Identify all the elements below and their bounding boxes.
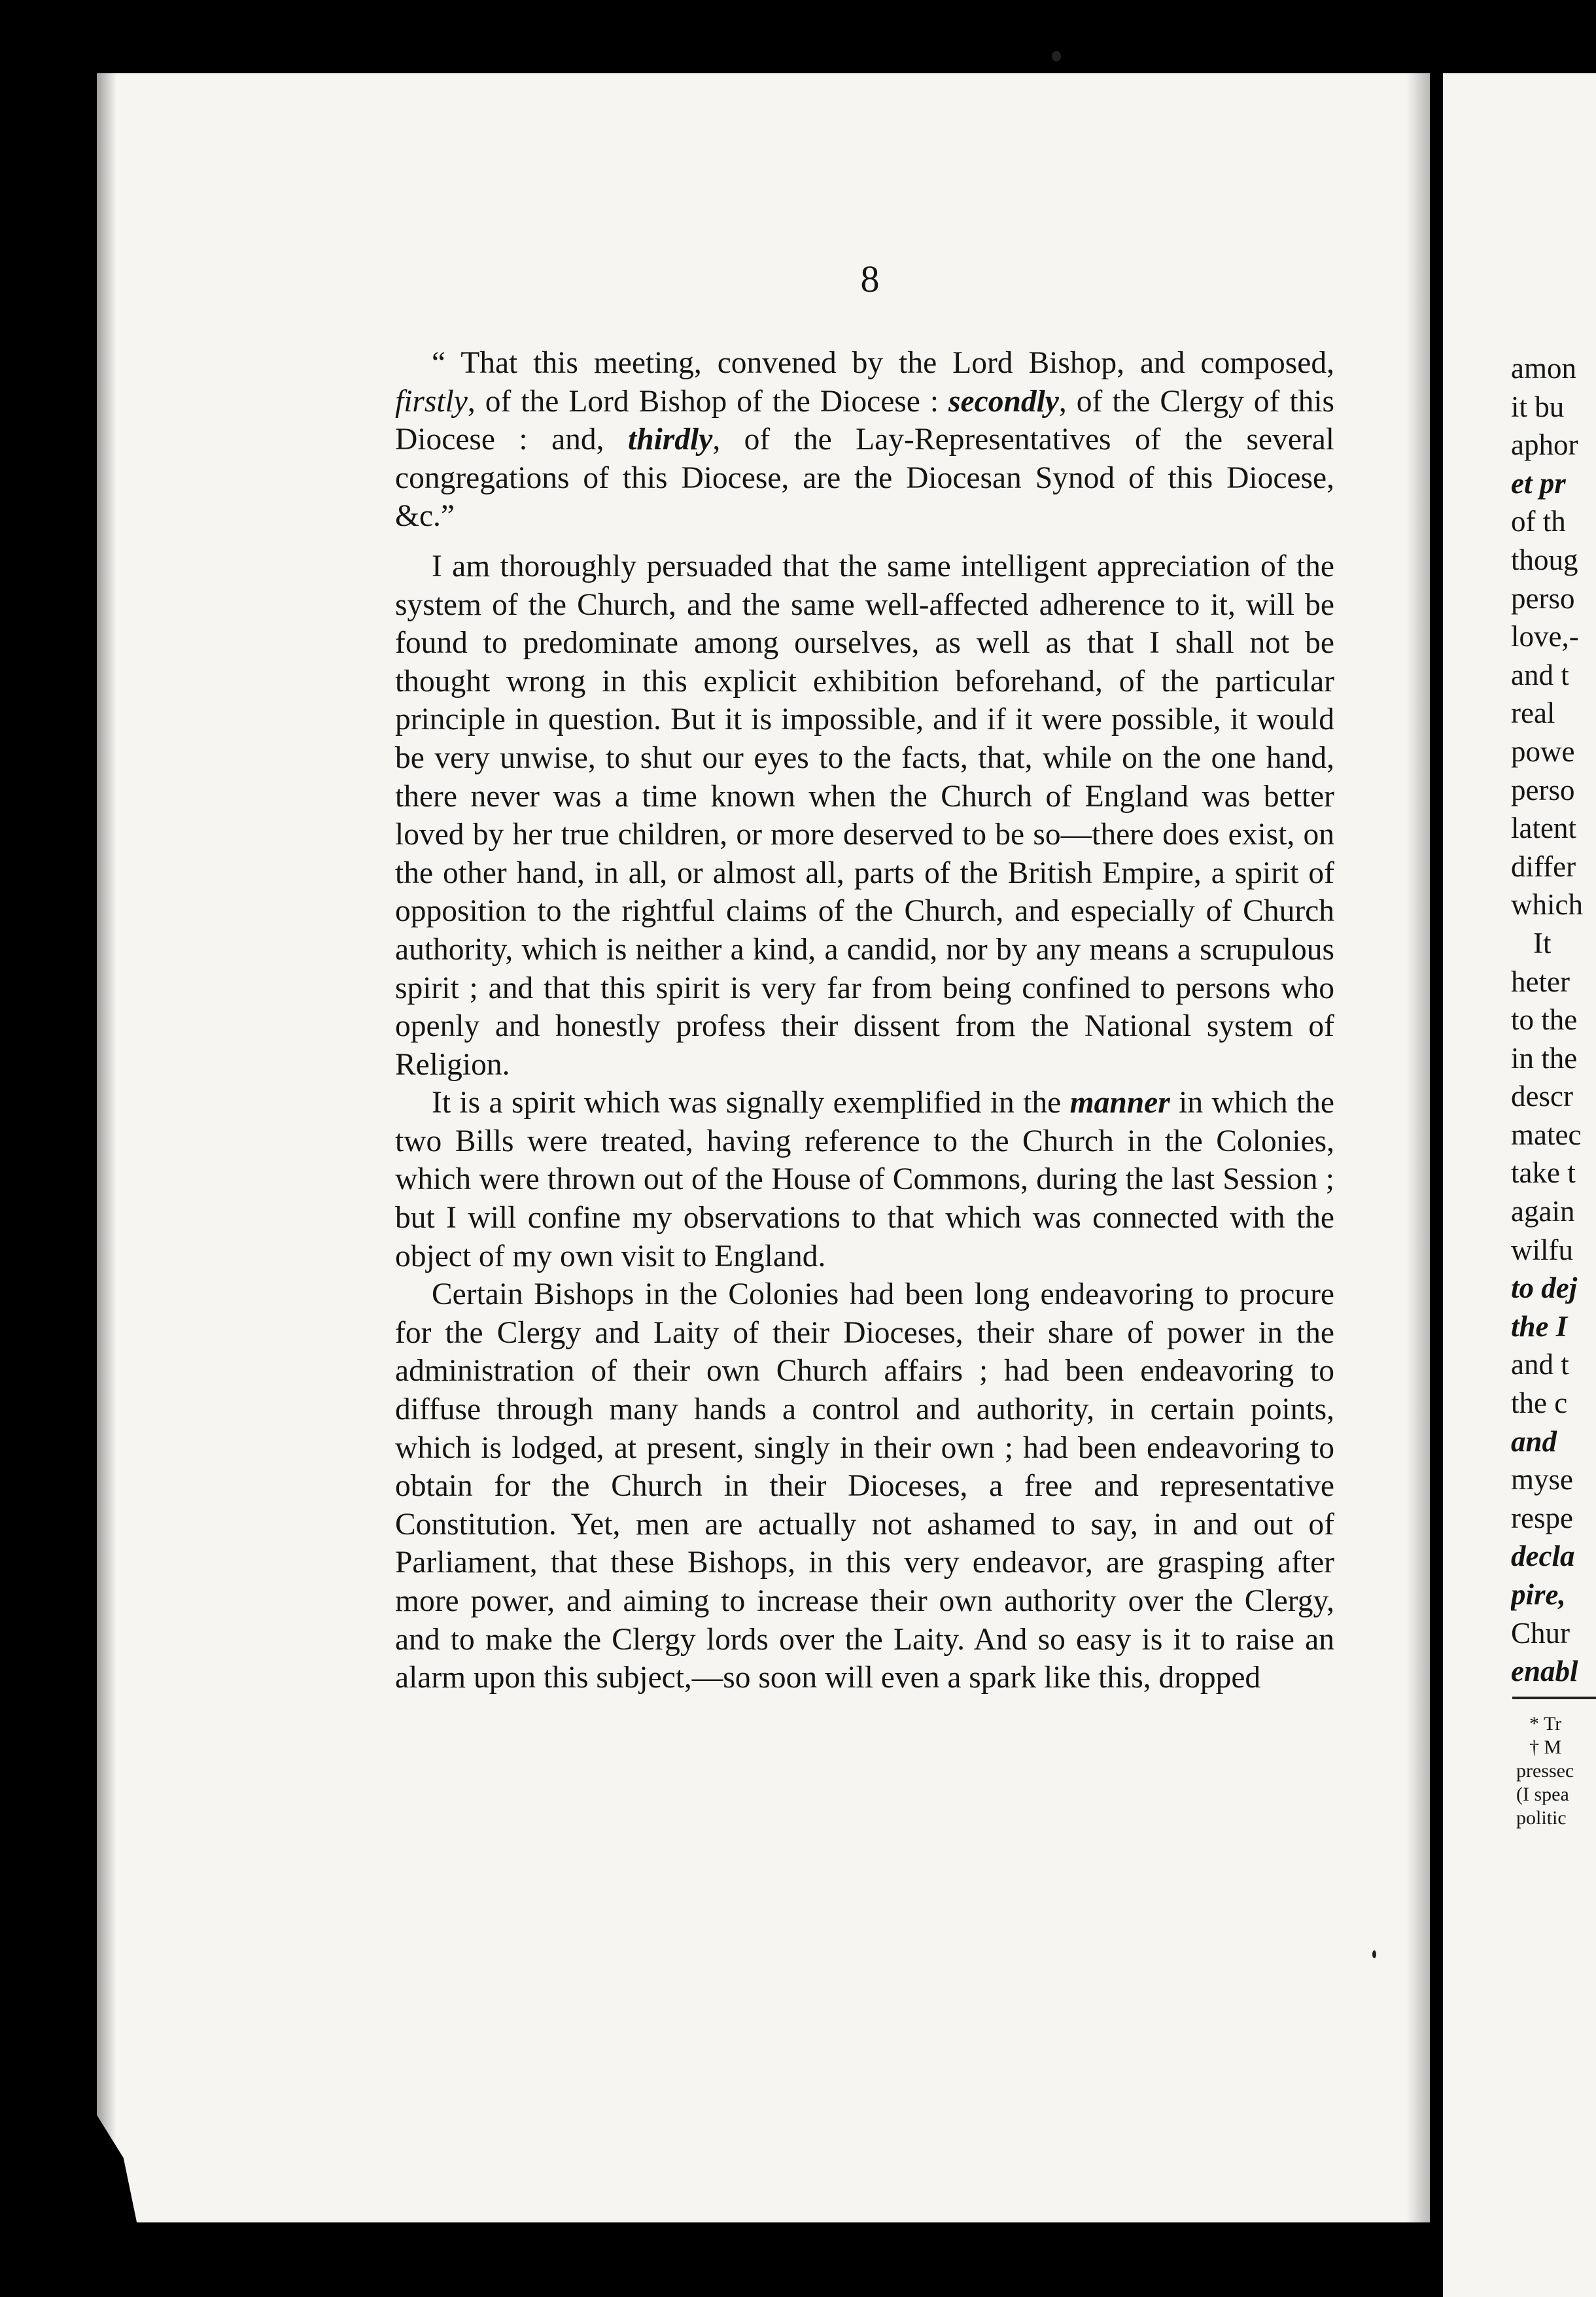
- facing-line: the c: [1511, 1387, 1568, 1420]
- facing-line: real: [1511, 697, 1555, 730]
- text-run: I am thoroughly persuaded that the same intelligent appreciation of the system of the Church, and the same well-affected adherence to it, will be found to predominate among ourselves, as well as that I shall not be thought wrong in this explicit exhibition beforehand, of the particular principle in question. But it is impossible, and if it were possible, it would be very unwise, to shut our eyes to the facts, that, while on the one hand, there never was a time known when the Church of England was better loved by her true children, or more deserved to be so—there does exist, on the other hand, in all, or almost all, parts of the British Empire, a spirit of opposition to the rightful claims of the Church, and especially of Church authority, which is neither a kind, a candid, nor by any means a scrupulous spirit ; and that this spirit is very far from being confined to persons who openly and honestly profess their dissent from the National system of Religion.: [395, 549, 1334, 1082]
- text-run: Certain Bishops in the Colonies had been long endeavoring to procure for the Clergy and Laity of their Dioceses, their share of power in the administration of their own Church affairs ; had been endeavoring to diffuse through many hands a control and authority, in certain points, which is lodged, at present, singly in their own ; had been endeavoring to obtain for the Church in their Dioceses, a free and representative Constitution. Yet, men are actually not ashamed to say, in and out of Parliament, that these Bishops, in this very endeavor, are grasping after more power, and aiming to increase their own authority over the Clergy, and to make the Clergy lords over the Laity. And so easy is it to raise an alarm upon this subject,—so soon will even a spark like this, dropped: [395, 1277, 1334, 1695]
- facing-line: perso: [1511, 773, 1575, 806]
- text-run: in which the two Bills were treated, having reference to the Church in the Colonies, which were thrown out of the House of Commons, during the last Session ; but I will confine my observations to that which was connected with the object of my own visit to England.: [395, 1086, 1334, 1273]
- facing-line: and t: [1511, 658, 1569, 691]
- text-run: secondly: [948, 384, 1059, 419]
- facing-line: descr: [1511, 1080, 1573, 1113]
- facing-footnote-line: politic: [1516, 1807, 1567, 1829]
- facing-line: of th: [1511, 505, 1566, 538]
- text-run: , of the Lay-Representatives of the several congregations of this Diocese, are the Diocesan Synod of this Diocese, &c.”: [395, 423, 1334, 534]
- footnote-rule: [1512, 1697, 1596, 1699]
- facing-line: differ: [1511, 850, 1576, 883]
- text-run: It is a spirit which was signally exemplified in the: [432, 1086, 1070, 1120]
- facing-line: and t: [1511, 1348, 1569, 1381]
- paragraph: [395, 1275, 1334, 1697]
- text-run: , of the Lord Bishop of the Diocese :: [467, 384, 949, 419]
- facing-line: myse: [1511, 1463, 1573, 1496]
- paragraph: [395, 1084, 1334, 1275]
- facing-footnote-line: † M: [1529, 1736, 1562, 1758]
- facing-line: latent: [1511, 812, 1576, 845]
- facing-footnote-line: pressec: [1516, 1760, 1574, 1782]
- facing-page-text: [1511, 349, 1596, 1691]
- quoted-resolution: [395, 344, 1334, 536]
- facing-line: to the: [1511, 1003, 1578, 1037]
- facing-line: perso: [1511, 581, 1575, 615]
- facing-line: and: [1511, 1425, 1557, 1458]
- text-run: firstly: [395, 384, 468, 419]
- text-run: thirdly: [628, 423, 713, 457]
- facing-line: respe: [1511, 1501, 1573, 1534]
- ink-speck: [1372, 1950, 1376, 1958]
- facing-line: powe: [1511, 734, 1575, 768]
- facing-footnote-line: (I spea: [1516, 1784, 1569, 1805]
- page-edge-shadow: [97, 73, 116, 2222]
- paragraph: [395, 547, 1334, 1084]
- facing-line: to dej: [1511, 1271, 1578, 1305]
- facing-line: enabl: [1511, 1655, 1578, 1688]
- facing-line: decla: [1511, 1540, 1575, 1573]
- facing-line: matec: [1511, 1118, 1582, 1151]
- ink-speck: [1052, 51, 1061, 61]
- spine-shadow: [1406, 73, 1430, 2222]
- facing-line: in the: [1511, 1041, 1578, 1075]
- facing-line: thoug: [1511, 543, 1578, 576]
- facing-line: pire,: [1511, 1578, 1566, 1611]
- facing-line: heter: [1511, 965, 1570, 998]
- text-run: manner: [1069, 1086, 1170, 1120]
- facing-footnote-line: * Tr: [1529, 1713, 1562, 1735]
- facing-line: wilfu: [1511, 1233, 1573, 1266]
- body-text: [395, 344, 1334, 1697]
- facing-page-footnotes: [1516, 1712, 1596, 1830]
- facing-line: it bu: [1511, 390, 1565, 423]
- facing-line: et pr: [1511, 466, 1566, 500]
- page-number: 8: [860, 258, 880, 300]
- text-run: , of the Clergy of this Diocese : and,: [395, 384, 1334, 457]
- facing-line: the I: [1511, 1309, 1568, 1343]
- facing-line: love,-: [1511, 620, 1579, 653]
- facing-line: Chur: [1511, 1616, 1570, 1649]
- text-run: “ That this meeting, convened by the Lord Bishop, and composed,: [432, 346, 1334, 380]
- facing-line: again: [1511, 1195, 1575, 1228]
- facing-line: take t: [1511, 1156, 1576, 1190]
- facing-line: aphor: [1511, 428, 1578, 462]
- facing-line: amon: [1511, 352, 1576, 385]
- facing-line: which: [1511, 888, 1583, 922]
- facing-line: It: [1533, 926, 1552, 959]
